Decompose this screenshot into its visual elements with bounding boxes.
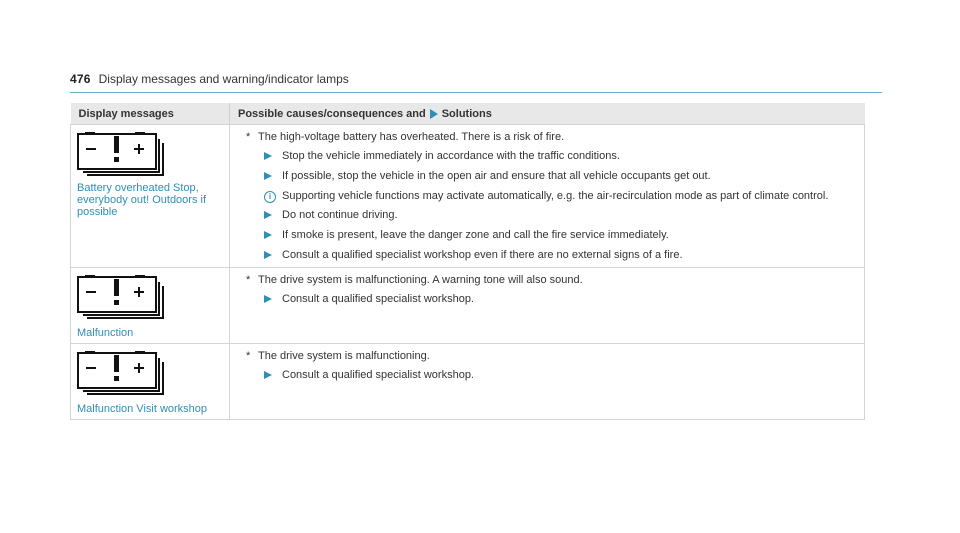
cause-text: The drive system is malfunctioning. A warning tone will also sound. [258, 274, 583, 286]
step-line [246, 150, 858, 164]
page-title: Display messages and warning/indicator lamps [98, 72, 349, 86]
message-label: Malfunction Visit workshop [77, 403, 208, 415]
step-text: Stop the vehicle immediately in accordance with the traffic conditions. [282, 150, 620, 162]
header-causes-label: Possible causes/consequences and [238, 107, 426, 120]
step-line [246, 229, 858, 243]
asterisk-mark: * [246, 350, 251, 362]
cause-line [246, 274, 858, 287]
arrow-right-icon [264, 231, 272, 239]
step-text: If smoke is present, leave the danger zone and call the fire service immediately. [282, 229, 669, 241]
arrow-right-icon [264, 211, 272, 219]
cause-line [246, 131, 858, 144]
solution-cell [230, 344, 865, 420]
message-cell [71, 344, 230, 420]
solution-cell [230, 125, 865, 268]
display-messages-table [70, 103, 865, 420]
asterisk-mark: * [246, 274, 251, 286]
table-row [71, 268, 865, 344]
step-text: Consult a qualified specialist workshop even if there are no external signs of a fire. [282, 249, 683, 261]
step-line [246, 170, 858, 184]
step-text: Do not continue driving. [282, 209, 398, 221]
table-row [71, 344, 865, 420]
step-line [246, 293, 858, 307]
battery-warning-icon [77, 274, 170, 319]
table-row [71, 125, 865, 268]
arrow-right-icon [264, 152, 272, 160]
message-cell [71, 268, 230, 344]
arrow-right-icon [264, 295, 272, 303]
step-text: Consult a qualified specialist workshop. [282, 293, 474, 305]
cause-line [246, 350, 858, 363]
battery-warning-icon [77, 131, 170, 176]
step-text: Consult a qualified specialist workshop. [282, 369, 474, 381]
header-causes-solutions [230, 103, 865, 125]
arrow-right-icon [430, 109, 438, 119]
header-solutions-label: Solutions [441, 107, 492, 120]
message-label: Battery overheated Stop, everybody out! Outdoors if possible [77, 182, 207, 218]
header-display-messages: Display messages [71, 103, 230, 125]
step-line [246, 369, 858, 383]
note-text: Supporting vehicle functions may activate automatically, e.g. the air-recirculation mode as part of climate control. [282, 190, 829, 202]
message-label: Malfunction [77, 327, 134, 339]
note-line [246, 190, 858, 203]
info-icon: i [264, 191, 276, 203]
arrow-right-icon [264, 371, 272, 379]
step-line [246, 249, 858, 263]
step-line [246, 209, 858, 223]
cause-text: The high-voltage battery has overheated. There is a risk of fire. [258, 131, 565, 143]
battery-warning-icon [77, 350, 170, 395]
page-number: 476 [70, 72, 91, 86]
page-header [70, 72, 882, 93]
asterisk-mark: * [246, 131, 251, 143]
cause-text: The drive system is malfunctioning. [258, 350, 430, 362]
arrow-right-icon [264, 251, 272, 259]
arrow-right-icon [264, 172, 272, 180]
table-header-row [71, 103, 865, 125]
solution-cell [230, 268, 865, 344]
step-text: If possible, stop the vehicle in the open air and ensure that all vehicle occupants get out. [282, 170, 711, 182]
message-cell [71, 125, 230, 268]
